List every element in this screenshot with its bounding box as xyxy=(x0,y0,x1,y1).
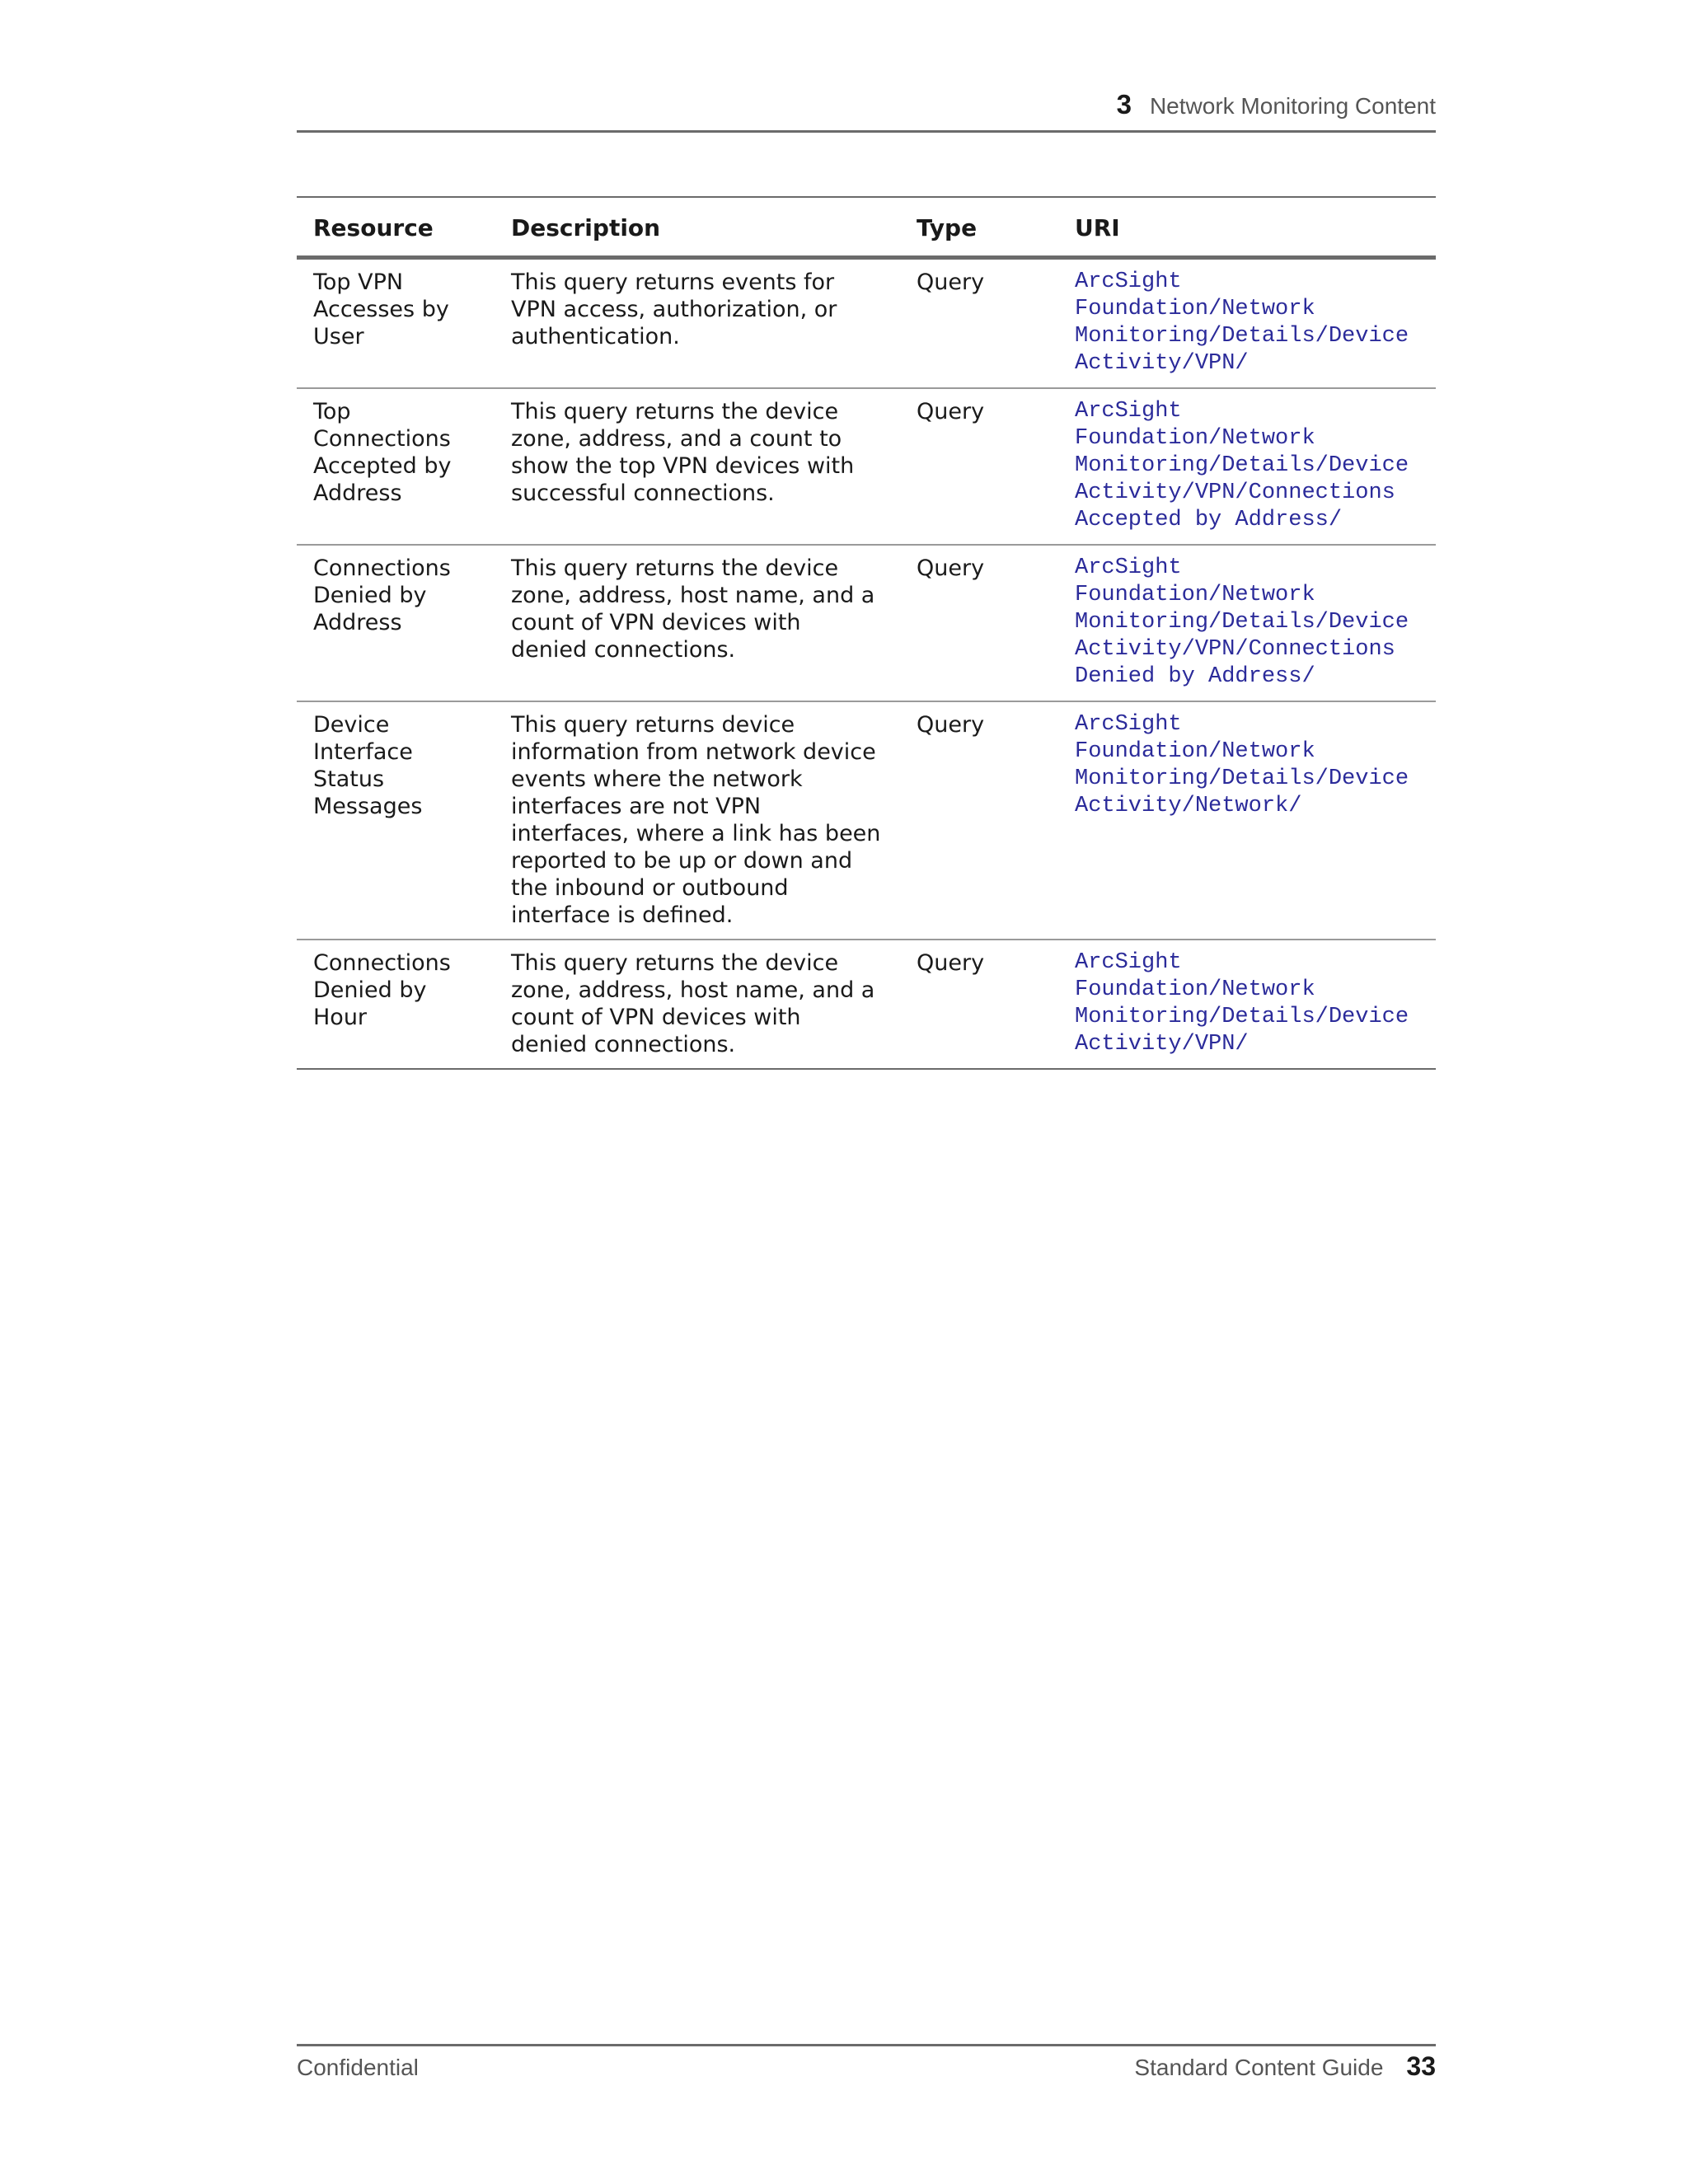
type-cell: Query xyxy=(900,388,1058,545)
uri-cell: ArcSight Foundation/Network Monitoring/Details/Device Activity/Network/ xyxy=(1058,701,1436,940)
resource-cell: Top Connections Accepted by Address xyxy=(297,388,495,545)
column-header-uri: URI xyxy=(1058,197,1436,258)
uri-cell: ArcSight Foundation/Network Monitoring/Details/Device Activity/VPN/ xyxy=(1058,258,1436,389)
type-cell: Query xyxy=(900,545,1058,701)
resource-cell: Connections Denied by Hour xyxy=(297,940,495,1069)
column-header-description: Description xyxy=(495,197,900,258)
description-cell: This query returns the device zone, address, and a count to show the top VPN devices with successful connections. xyxy=(495,388,900,545)
page-number: 33 xyxy=(1406,2051,1436,2081)
resources-table xyxy=(297,196,1436,1070)
type-cell: Query xyxy=(900,701,1058,940)
guide-title: Standard Content Guide xyxy=(1134,2055,1384,2080)
description-cell: This query returns device information from network device events where the network interfaces are not VPN interfaces, where a link has been reported to be up or down and the inbound or outbound interface is defined. xyxy=(495,701,900,940)
page-header xyxy=(297,89,1436,133)
table-row xyxy=(297,701,1436,940)
table-row xyxy=(297,388,1436,545)
running-header xyxy=(1117,89,1436,120)
uri-cell: ArcSight Foundation/Network Monitoring/Details/Device Activity/VPN/Connections Accepted by Address/ xyxy=(1058,388,1436,545)
table-row xyxy=(297,258,1436,389)
description-cell: This query returns the device zone, address, host name, and a count of VPN devices with denied connections. xyxy=(495,545,900,701)
description-cell: This query returns the device zone, address, host name, and a count of VPN devices with denied connections. xyxy=(495,940,900,1069)
column-header-type: Type xyxy=(900,197,1058,258)
chapter-number: 3 xyxy=(1116,89,1132,120)
resource-cell: Connections Denied by Address xyxy=(297,545,495,701)
description-cell: This query returns events for VPN access, authorization, or authentication. xyxy=(495,258,900,389)
table-row xyxy=(297,940,1436,1069)
uri-cell: ArcSight Foundation/Network Monitoring/Details/Device Activity/VPN/ xyxy=(1058,940,1436,1069)
type-cell: Query xyxy=(900,940,1058,1069)
type-cell: Query xyxy=(900,258,1058,389)
resource-cell: Device Interface Status Messages xyxy=(297,701,495,940)
confidential-label: Confidential xyxy=(297,2055,419,2080)
page-footer xyxy=(297,2044,1436,2088)
uri-cell: ArcSight Foundation/Network Monitoring/Details/Device Activity/VPN/Connections Denied by Address/ xyxy=(1058,545,1436,701)
footer-right xyxy=(1134,2051,1436,2082)
resource-cell: Top VPN Accesses by User xyxy=(297,258,495,389)
chapter-title: Network Monitoring Content xyxy=(1149,93,1436,119)
table-row xyxy=(297,545,1436,701)
table-header-row xyxy=(297,197,1436,258)
column-header-resource: Resource xyxy=(297,197,495,258)
